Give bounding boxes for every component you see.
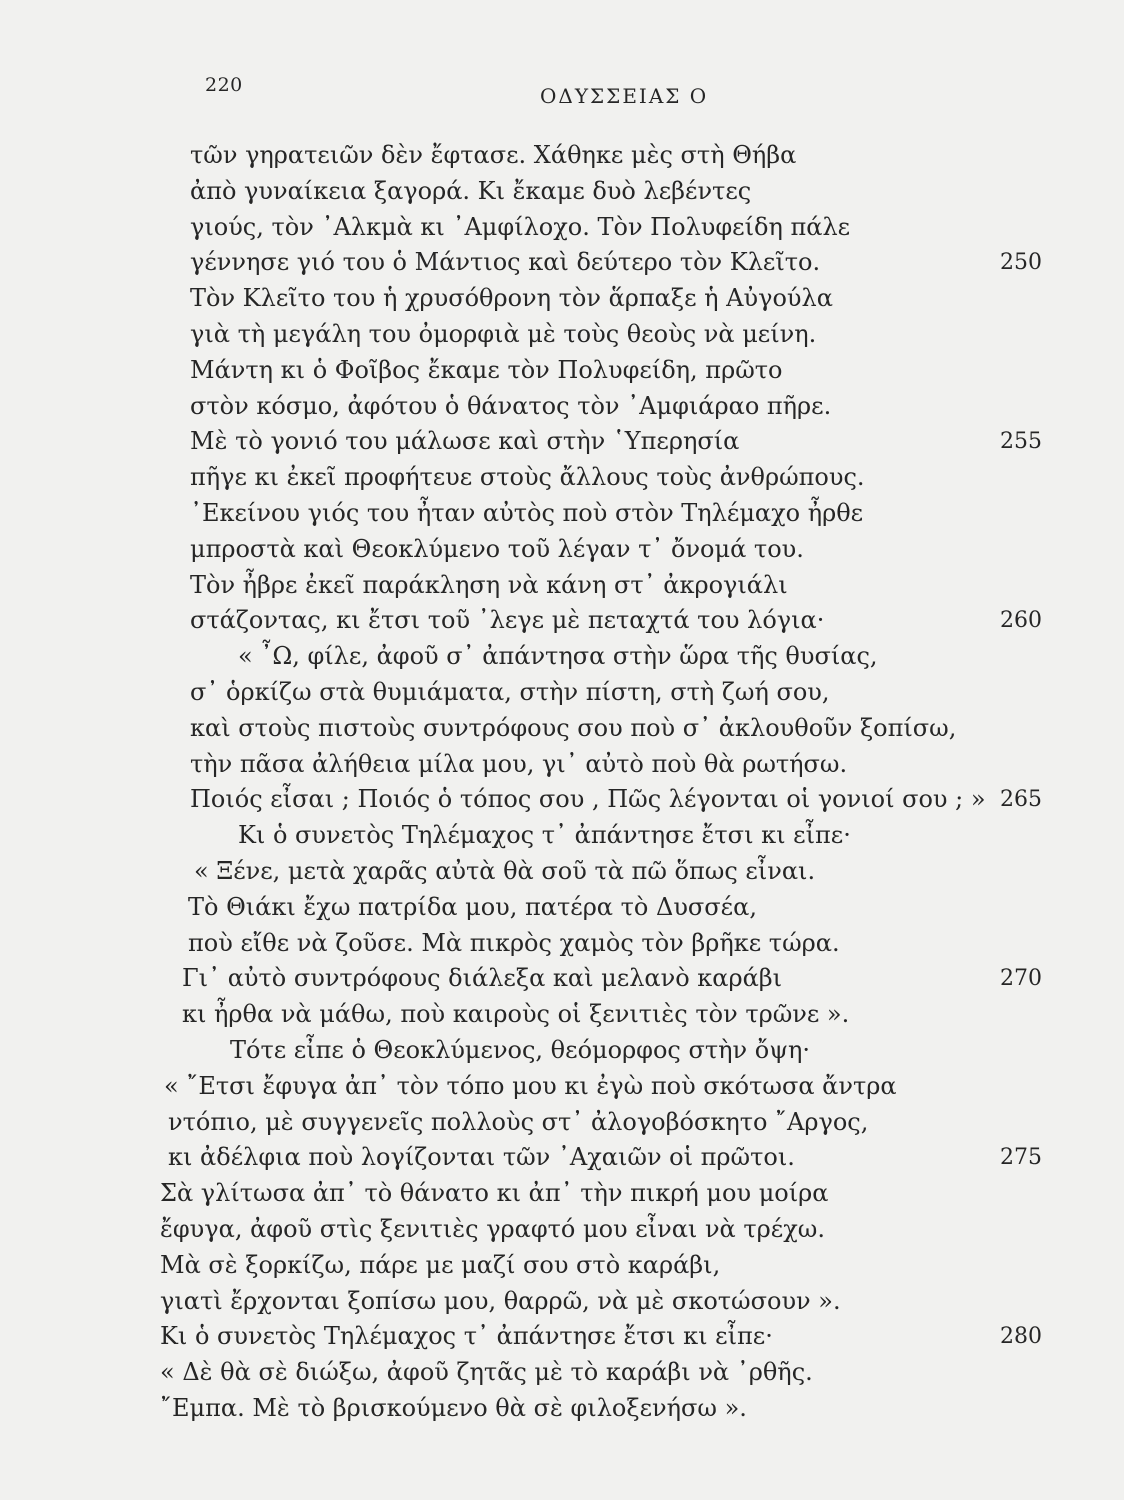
verse-line <box>160 532 1060 568</box>
verse-line <box>160 1248 1060 1284</box>
verse-line <box>160 1284 1060 1320</box>
verse-line <box>160 747 1060 783</box>
verse-text: κι ἦρθα νὰ μάθω, ποὺ καιροὺς οἱ ξενιτιὲς τὸν τρῶνε ». <box>182 1000 850 1029</box>
verse-text: « Ξένε, μετὰ χαρᾶς αὐτὰ θὰ σοῦ τὰ πῶ ὅπως εἶναι. <box>194 856 816 885</box>
verse-line <box>160 424 1060 460</box>
verse-line <box>160 782 1060 818</box>
verse-line <box>160 1105 1060 1141</box>
verse-line <box>160 961 1060 997</box>
verse-text: ἀπὸ γυναίκεια ξαγορά. Κι ἔκαμε δυὸ λεβέντες <box>190 176 752 205</box>
verse-line <box>160 675 1060 711</box>
verse-text: Τότε εἶπε ὁ Θεοκλύμενος, θεόμορφος στὴν ὄψη· <box>230 1035 811 1064</box>
verse-text: Τὸ Θιάκι ἔχω πατρίδα μου, πατέρα τὸ Δυσσέα, <box>188 892 757 921</box>
verse-text: « Δὲ θὰ σὲ διώξω, ἀφοῦ ζητᾶς μὲ τὸ καράβι νὰ ᾿ρθῆς. <box>160 1358 813 1387</box>
verse-line <box>160 568 1060 604</box>
verse-text: γιὰ τὴ μεγάλη του ὀμορφιὰ μὲ τοὺς θεοὺς νὰ μείνη. <box>190 319 817 348</box>
verse-text: κι ἀδέλφια ποὺ λογίζονται τῶν ᾿Αχαιῶν οἱ πρῶτοι. <box>168 1143 795 1172</box>
verse-text: Γι᾿ αὐτὸ συντρόφους διάλεξα καὶ μελανὸ καράβι <box>182 964 783 993</box>
line-number: 270 <box>1000 966 1042 992</box>
verse-line <box>160 353 1060 389</box>
verse-line <box>160 854 1060 890</box>
verse-text: τὴν πᾶσα ἀλήθεια μίλα μου, γι᾿ αὐτὸ ποὺ θὰ ρωτήσω. <box>190 749 848 778</box>
verse-text: ῎Εμπα. Μὲ τὸ βρισκούμενο θὰ σὲ φιλοξενήσω ». <box>160 1393 747 1422</box>
verse-line <box>160 281 1060 317</box>
verse-block <box>160 138 1060 1427</box>
verse-line <box>160 460 1060 496</box>
verse-line <box>160 818 1060 854</box>
verse-text: ντόπιο, μὲ συγγενεῖς πολλοὺς στ᾿ ἀλογοβόσκητο ῎Αργος, <box>168 1107 869 1136</box>
verse-text: ἔφυγα, ἀφοῦ στὶς ξενιτιὲς γραφτό μου εἶναι νὰ τρέχω. <box>160 1214 825 1243</box>
verse-text: στάζοντας, κι ἔτσι τοῦ ᾿λεγε μὲ πεταχτά του λόγια· <box>190 606 825 635</box>
verse-line <box>160 210 1060 246</box>
verse-text: « ῏Ω, φίλε, ἀφοῦ σ᾿ ἀπάντησα στὴν ὥρα τῆς θυσίας, <box>238 642 878 671</box>
verse-line <box>160 1176 1060 1212</box>
line-number: 265 <box>1000 787 1042 813</box>
verse-text: ποὺ εἴθε νὰ ζοῦσε. Μὰ πικρὸς χαμὸς τὸν βρῆκε τώρα. <box>188 928 840 957</box>
verse-text: σ᾿ ὁρκίζω στὰ θυμιάματα, στὴν πίστη, στὴ ζωή σου, <box>190 677 830 706</box>
verse-line <box>160 1319 1060 1355</box>
verse-text: μπροστὰ καὶ Θεοκλύμενο τοῦ λέγαν τ᾿ ὄνομά του. <box>190 534 804 563</box>
verse-line <box>160 890 1060 926</box>
page-number: 220 <box>205 74 243 96</box>
verse-line <box>160 603 1060 639</box>
verse-text: καὶ στοὺς πιστοὺς συντρόφους σου ποὺ σ᾿ ἀκλουθοῦν ξοπίσω, <box>190 713 957 742</box>
line-number: 280 <box>1000 1324 1042 1350</box>
verse-text: Τὸν Κλεῖτο του ἡ χρυσόθρονη τὸν ἅρπαξε ἡ Αὐγούλα <box>190 284 833 313</box>
verse-text: « ῎Ετσι ἔφυγα ἀπ᾿ τὸν τόπο μου κι ἐγὼ ποὺ σκότωσα ἄντρα <box>164 1071 897 1100</box>
verse-line <box>160 1355 1060 1391</box>
verse-text: πῆγε κι ἐκεῖ προφήτευε στοὺς ἄλλους τοὺς ἀνθρώπους. <box>190 463 865 492</box>
verse-text: Μάντη κι ὁ Φοῖβος ἔκαμε τὸν Πολυφείδη, πρῶτο <box>190 355 783 384</box>
verse-line <box>160 1391 1060 1427</box>
verse-text: στὸν κόσμο, ἀφότου ὁ θάνατος τὸν ᾿Αμφιάραο πῆρε. <box>190 391 832 420</box>
verse-text: γέννησε γιό του ὁ Μάντιος καὶ δεύτερο τὸν Κλεῖτο. <box>190 248 821 277</box>
verse-text: γιούς, τὸν ᾿Αλκμὰ κι ᾿Αμφίλοχο. Τὸν Πολυφείδη πάλε <box>190 212 851 241</box>
verse-text: Μὲ τὸ γονιό του μάλωσε καὶ στὴν ῾Υπερησία <box>190 427 740 456</box>
running-head: ΟΔΥΣΣΕΙΑΣ Ο <box>540 84 709 108</box>
verse-text: Ποιός εἶσαι ; Ποιός ὁ τόπος σου , Πῶς λέγονται οἱ γονιοί σου ; » <box>190 785 986 814</box>
verse-line <box>160 317 1060 353</box>
verse-text: Κι ὁ συνετὸς Τηλέμαχος τ᾿ ἀπάντησε ἔτσι κι εἶπε· <box>160 1322 773 1351</box>
line-number: 255 <box>1000 429 1042 455</box>
verse-line <box>160 711 1060 747</box>
verse-line <box>160 997 1060 1033</box>
verse-line <box>160 926 1060 962</box>
verse-line <box>160 1140 1060 1176</box>
line-number: 260 <box>1000 608 1042 634</box>
verse-line <box>160 174 1060 210</box>
verse-line <box>160 496 1060 532</box>
verse-text: Κι ὁ συνετὸς Τηλέμαχος τ᾿ ἀπάντησε ἔτσι κι εἶπε· <box>238 821 851 850</box>
line-number: 250 <box>1000 250 1042 276</box>
verse-text: τῶν γηρατειῶν δὲν ἔφτασε. Χάθηκε μὲς στὴ Θήβα <box>190 141 797 169</box>
verse-line <box>160 245 1060 281</box>
verse-line <box>160 1033 1060 1069</box>
verse-line <box>160 639 1060 675</box>
verse-text: Τὸν ἦβρε ἐκεῖ παράκληση νὰ κάνη στ᾿ ἀκρογιάλι <box>190 570 788 599</box>
verse-text: ᾿Εκείνου γιός του ἦταν αὐτὸς ποὺ στὸν Τηλέμαχο ἦρθε <box>190 498 864 527</box>
verse-text: γιατὶ ἔρχονται ξοπίσω μου, θαρρῶ, νὰ μὲ σκοτώσουν ». <box>160 1286 841 1315</box>
verse-text: Μὰ σὲ ξορκίζω, πάρε με μαζί σου στὸ καράβι, <box>160 1250 721 1279</box>
verse-line <box>160 389 1060 425</box>
verse-text: Σὰ γλίτωσα ἀπ᾿ τὸ θάνατο κι ἀπ᾿ τὴν πικρή μου μοίρα <box>160 1179 829 1208</box>
verse-line <box>160 1212 1060 1248</box>
line-number: 275 <box>1000 1145 1042 1171</box>
verse-line <box>160 138 1060 174</box>
verse-line <box>160 1069 1060 1105</box>
